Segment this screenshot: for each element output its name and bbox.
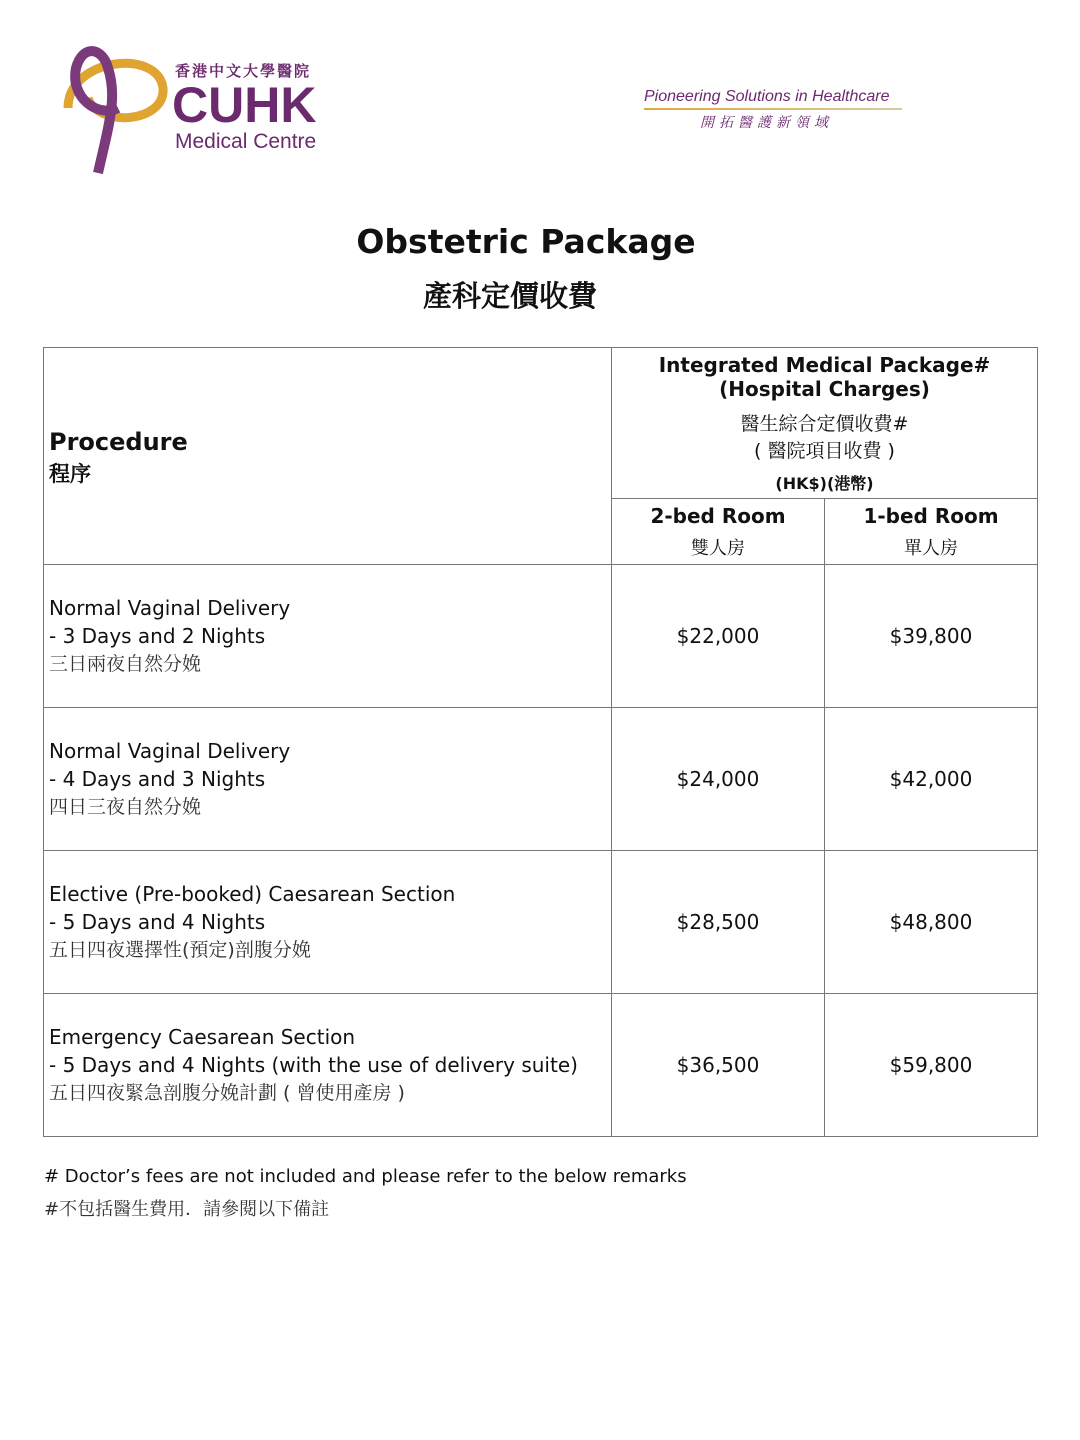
- logo-subtitle: Medical Centre: [175, 130, 317, 153]
- col-2bed-en: 2-bed Room: [650, 503, 786, 528]
- table-row: [44, 565, 1038, 708]
- table-row: [44, 851, 1038, 994]
- col-1bed-en: 1-bed Room: [863, 503, 999, 528]
- currency-label: (HK$)(港幣): [775, 473, 874, 493]
- price-1bed: $48,800: [825, 851, 1038, 994]
- package-title-zh: 醫生綜合定價收費#: [740, 412, 909, 435]
- tagline-divider: [644, 108, 902, 110]
- procedure-name-zh: 四日三夜自然分娩: [49, 796, 202, 818]
- procedure-name: Normal Vaginal Delivery: [49, 596, 291, 620]
- col-1bed-header: [825, 499, 1038, 565]
- procedure-cell: [44, 851, 612, 994]
- procedure-duration: - 5 Days and 4 Nights (with the use of delivery suite): [49, 1053, 578, 1077]
- procedure-name: Emergency Caesarean Section: [49, 1025, 356, 1049]
- procedure-duration: - 5 Days and 4 Nights: [49, 910, 266, 934]
- page-subtitle: 產科定價收費: [422, 279, 597, 313]
- package-subtitle-zh: ( 醫院項目收費 ): [754, 439, 895, 462]
- procedure-duration: - 4 Days and 3 Nights: [49, 767, 266, 791]
- col-2bed-zh: 雙人房: [691, 537, 745, 559]
- procedure-name: Normal Vaginal Delivery: [49, 739, 291, 763]
- procedure-cell: [44, 994, 612, 1137]
- footnote-en: # Doctor’s fees are not included and please refer to the below remarks: [44, 1166, 687, 1187]
- package-header: [612, 348, 1038, 499]
- procedure-duration: - 3 Days and 2 Nights: [49, 624, 266, 648]
- price-1bed: $59,800: [825, 994, 1038, 1137]
- procedure-name-zh: 三日兩夜自然分娩: [49, 653, 202, 675]
- price-2bed: $22,000: [612, 565, 825, 708]
- procedure-name: Elective (Pre-booked) Caesarean Section: [49, 882, 456, 906]
- logo-name: CUHK: [172, 77, 317, 133]
- price-1bed: $42,000: [825, 708, 1038, 851]
- tagline-chinese: 開拓醫護新領域: [700, 115, 833, 131]
- procedure-header: [44, 348, 612, 565]
- package-subtitle: (Hospital Charges): [719, 376, 930, 401]
- page-title: Obstetric Package: [356, 222, 696, 261]
- package-title: Integrated Medical Package#: [658, 352, 991, 377]
- price-table: [43, 347, 1038, 1137]
- price-2bed: $28,500: [612, 851, 825, 994]
- procedure-name-zh: 五日四夜緊急剖腹分娩計劃 ( 曾使用產房 ): [49, 1082, 405, 1104]
- procedure-header-en: Procedure: [49, 428, 188, 456]
- price-2bed: $24,000: [612, 708, 825, 851]
- col-1bed-zh: 單人房: [904, 537, 958, 559]
- footnote-zh: #不包括醫生費用．請參閱以下備註: [44, 1199, 330, 1220]
- procedure-header-zh: 程序: [49, 462, 91, 486]
- table-row: [44, 994, 1038, 1137]
- procedure-cell: [44, 565, 612, 708]
- table-row: [44, 708, 1038, 851]
- price-2bed: $36,500: [612, 994, 825, 1137]
- logo-chinese-name: 香港中文大學醫院: [175, 62, 312, 80]
- col-2bed-header: [612, 499, 825, 565]
- procedure-name-zh: 五日四夜選擇性(預定)剖腹分娩: [49, 939, 311, 961]
- tagline: Pioneering Solutions in Healthcare: [644, 88, 890, 105]
- procedure-cell: [44, 708, 612, 851]
- price-1bed: $39,800: [825, 565, 1038, 708]
